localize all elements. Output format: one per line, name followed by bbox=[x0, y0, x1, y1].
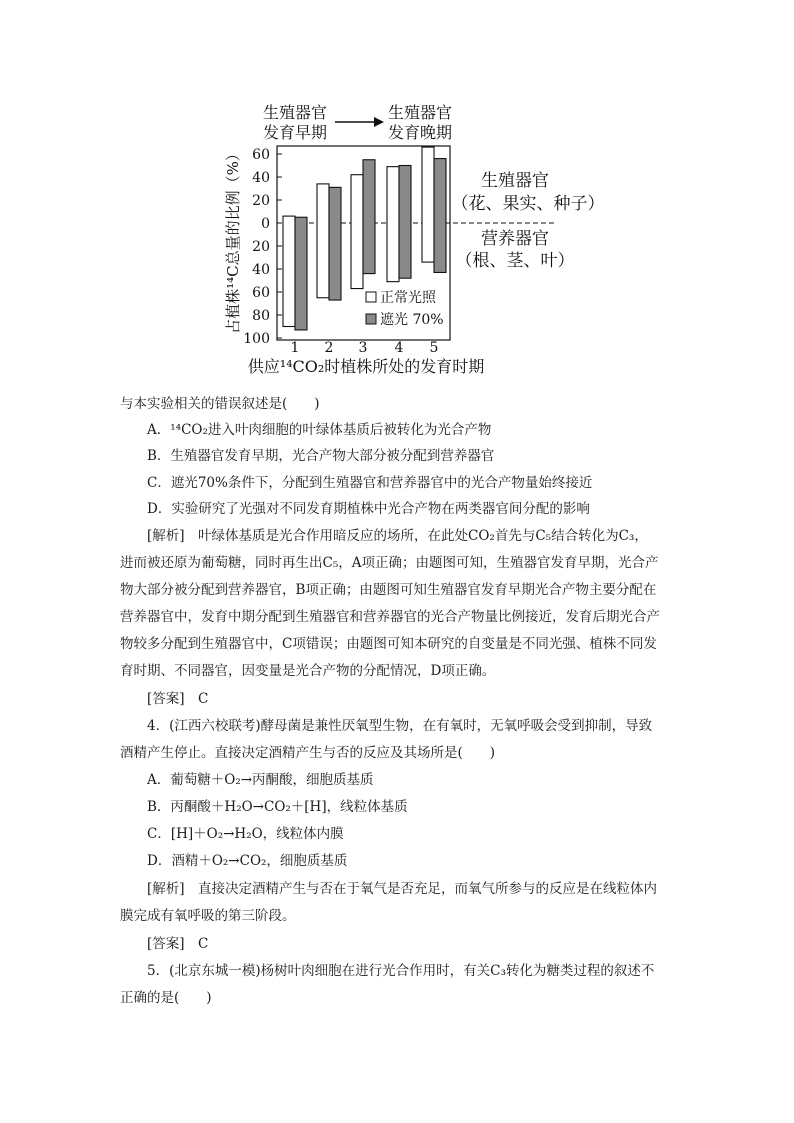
q3-stem: 与本实验相关的错误叙述是( ) bbox=[120, 396, 320, 412]
q4-option-a: A．葡萄糖＋O₂→丙酮酸，细胞质基质 bbox=[147, 772, 374, 788]
q4-analysis-line1: [解析] 直接决定酒精产生与否在于氧气是否充足，而氧气所参与的反应是在线粒体内 bbox=[147, 881, 658, 897]
x-ticks bbox=[291, 340, 439, 356]
q3-analysis-line1: [解析] 叶绿体基质是光合作用暗反应的场所，在此处CO₂首先与C₅结合转化为C₃， bbox=[147, 528, 648, 544]
y-tick-label: 0 bbox=[261, 216, 270, 232]
q3-analysis-line4: 营养器官中，发育中期分配到生殖器官和营养器官的光合产物量比例接近，发育后期光合产 bbox=[120, 609, 660, 625]
right-lower-label-2: （根、茎、叶） bbox=[455, 251, 575, 271]
photosynthate-distribution-chart bbox=[0, 0, 794, 385]
legend-shade-label: 遮光 70% bbox=[380, 312, 444, 328]
q4-answer: [答案] C bbox=[147, 936, 209, 952]
top-right-label-line2: 发育晚期 bbox=[387, 123, 453, 142]
q3-analysis-line6: 育时期、不同器官，因变量是光合产物的分配情况，D项正确。 bbox=[120, 663, 496, 679]
y-axis-label: 占植株¹⁴C总量的比例（%） bbox=[224, 146, 242, 334]
legend-normal-label: 正常光照 bbox=[380, 290, 436, 306]
q5-stem-line2: 正确的是( ) bbox=[120, 990, 212, 1006]
q4-stem-line2: 酒精产生停止。直接决定酒精产生与否的反应及其场所是( ) bbox=[120, 745, 496, 761]
bar-shade-70 bbox=[399, 166, 411, 279]
bar-normal-light bbox=[283, 216, 295, 326]
y-tick-label: 20 bbox=[252, 193, 270, 209]
y-tick-label: 100 bbox=[243, 331, 270, 347]
x-tick-label: 3 bbox=[358, 340, 368, 356]
q3-option-a: A．¹⁴CO₂进入叶肉细胞的叶绿体基质后被转化为光合产物 bbox=[147, 422, 492, 438]
q3-option-c: C．遮光70%条件下，分配到生殖器官和营养器官中的光合产物量始终接近 bbox=[147, 475, 593, 491]
y-tick-label: 20 bbox=[252, 239, 270, 255]
top-left-label-line1: 生殖器官 bbox=[262, 103, 328, 122]
q3-option-b: B．生殖器官发育早期，光合产物大部分被分配到营养器官 bbox=[147, 448, 495, 464]
x-tick-label: 1 bbox=[290, 340, 300, 356]
right-upper-label-2: （花、果实、种子） bbox=[451, 194, 605, 214]
top-right-label-line1: 生殖器官 bbox=[387, 103, 453, 122]
right-lower-label-1: 营养器官 bbox=[481, 229, 549, 249]
x-tick-label: 5 bbox=[429, 340, 439, 356]
legend-shade-swatch bbox=[366, 314, 376, 324]
x-tick-label: 4 bbox=[394, 340, 404, 356]
bar-shade-70 bbox=[363, 160, 375, 274]
q4-analysis-line2: 膜完成有氧呼吸的第三阶段。 bbox=[120, 908, 296, 924]
q4-stem-line1: 4．(江西六校联考)酵母菌是兼性厌氧型生物，在有氧时，无氧呼吸会受到抑制，导致 bbox=[147, 718, 653, 734]
y-tick-label: 60 bbox=[252, 147, 270, 163]
y-tick-label: 80 bbox=[252, 308, 270, 324]
right-upper-label-1: 生殖器官 bbox=[481, 171, 549, 191]
legend-normal-swatch bbox=[366, 292, 376, 302]
y-tick-label: 60 bbox=[252, 285, 270, 301]
bar-shade-70 bbox=[329, 187, 341, 300]
y-ticks bbox=[243, 147, 282, 347]
q4-option-c: C．[H]＋O₂→H₂O，线粒体内膜 bbox=[147, 826, 344, 842]
y-tick-label: 40 bbox=[252, 262, 270, 278]
top-arrow-head bbox=[374, 117, 384, 127]
q4-option-d: D．酒精＋O₂→CO₂，细胞质基质 bbox=[147, 853, 348, 869]
q3-analysis-line5: 物较多分配到生殖器官中，C项错误；由题图可知本研究的自变量是不同光强、植株不同发 bbox=[120, 636, 657, 652]
q3-option-d: D．实验研究了光强对不同发育期植株中光合产物在两类器官间分配的影响 bbox=[147, 501, 590, 517]
top-left-label-line2: 发育早期 bbox=[262, 123, 328, 142]
bar-shade-70 bbox=[295, 217, 307, 330]
q3-analysis-line3: 物大部分被分配到营养器官，B项正确；由题图可知生殖器官发育早期光合产物主要分配在 bbox=[120, 582, 657, 598]
q3-analysis-line2: 进而被还原为葡萄糖，同时再生出C₅，A项正确；由题图可知，生殖器官发育早期，光合产 bbox=[120, 555, 659, 571]
bar-normal-light bbox=[351, 175, 363, 289]
q4-option-b: B．丙酮酸＋H₂O→CO₂＋[H]，线粒体基质 bbox=[147, 799, 408, 815]
bar-normal-light bbox=[317, 184, 329, 298]
x-axis-label: 供应¹⁴CO₂时植株所处的发育时期 bbox=[247, 357, 485, 376]
bar-shade-70 bbox=[434, 159, 446, 273]
bar-normal-light bbox=[387, 167, 399, 282]
y-tick-label: 40 bbox=[252, 170, 270, 186]
q5-stem-line1: 5．(北京东城一模)杨树叶肉细胞在进行光合作用时，有关C₃转化为糖类过程的叙述不 bbox=[147, 963, 655, 979]
x-tick-label: 2 bbox=[324, 340, 334, 356]
q3-answer: [答案] C bbox=[147, 691, 209, 707]
bar-normal-light bbox=[422, 147, 434, 262]
